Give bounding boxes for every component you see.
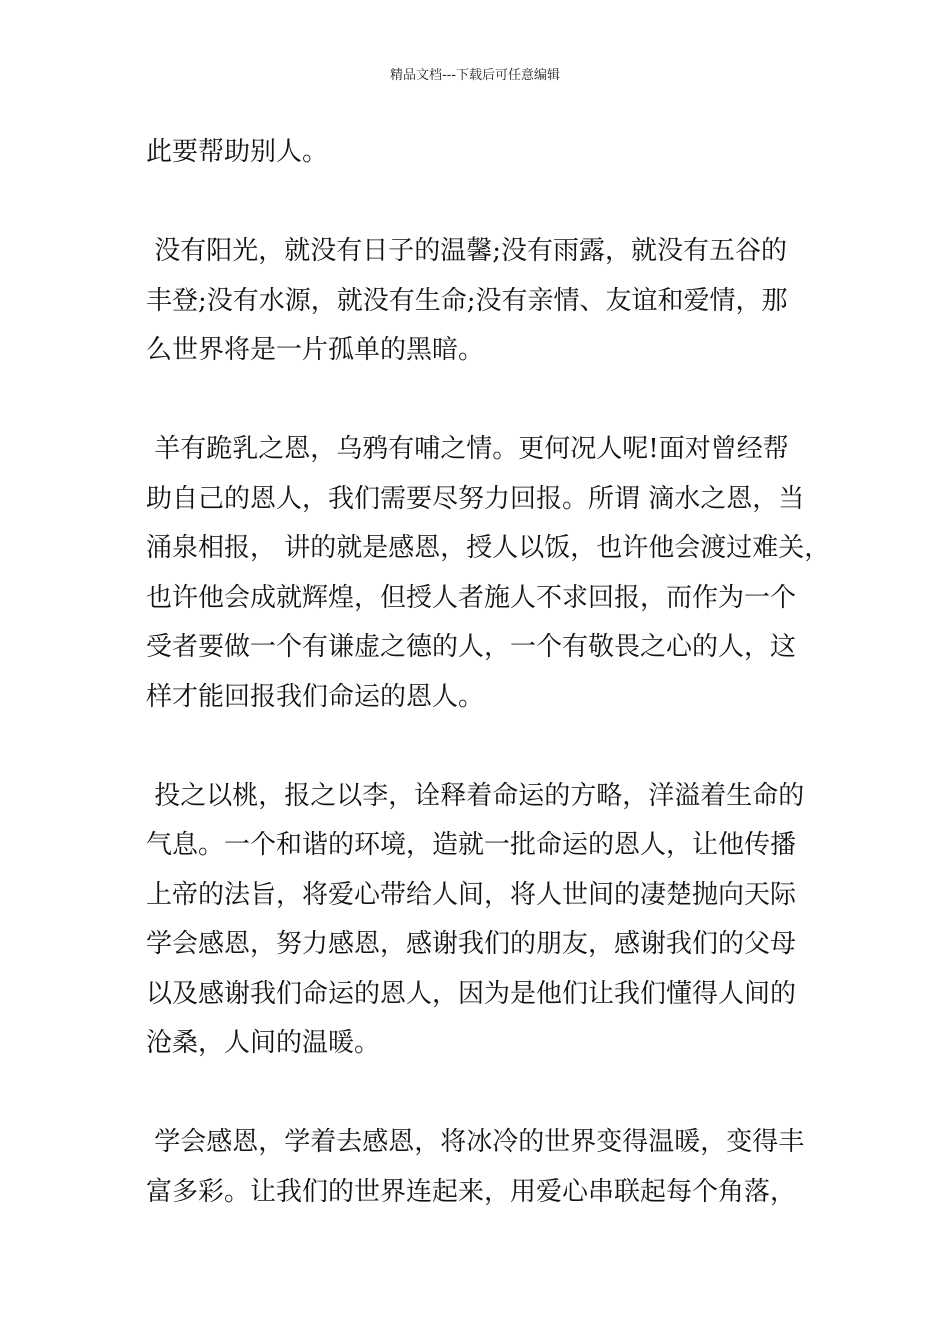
text-line: 气息。一个和谐的环境，造就一批命运的恩人，让他传播	[146, 830, 797, 860]
paragraph	[146, 227, 836, 376]
text-line: 涌泉相报， 讲的就是感恩，授人以饭，也许他会渡过难关，	[146, 533, 831, 563]
paragraph	[146, 772, 836, 1069]
text-line: 么世界将是一片孤单的黑暗。	[146, 335, 485, 365]
text-line: 富多彩。让我们的世界连起来，用爱心串联起每个角落，	[146, 1176, 797, 1207]
text-line: 此要帮助别人。	[146, 137, 329, 167]
text-line: 丰登;没有水源，就没有生命;没有亲情、友谊和爱情，那	[146, 285, 788, 316]
paragraph-gap	[146, 722, 836, 772]
text-line: 上帝的法旨，将爱心带给人间，将人世间的凄楚抛向天际	[146, 879, 797, 910]
paragraph-gap	[146, 376, 836, 426]
paragraph	[146, 1118, 836, 1217]
text-line: 没有阳光，就没有日子的温馨;没有雨露，就没有五谷的	[146, 236, 788, 266]
text-line: 沧桑，人间的温暖。	[146, 1028, 381, 1058]
paragraph	[146, 425, 836, 722]
text-line: 助自己的恩人，我们需要尽努力回报。所谓 滴水之恩，当	[146, 483, 805, 514]
page-header: 精品文档---下载后可任意编辑	[389, 68, 561, 83]
paragraph-gap	[146, 1069, 836, 1119]
text-line: 样才能回报我们命运的恩人。	[146, 681, 485, 712]
text-line: 也许他会成就辉煌，但授人者施人不求回报，而作为一个	[146, 582, 797, 613]
document-body	[146, 128, 836, 1217]
text-line: 学会感恩，努力感恩，感谢我们的朋友，感谢我们的父母	[146, 929, 797, 959]
paragraph	[146, 128, 836, 178]
text-line: 羊有跪乳之恩，乌鸦有哺之情。更何况人呢!面对曾经帮	[146, 434, 789, 464]
text-line: 学会感恩，学着去感恩，将冰冷的世界变得温暖，变得丰	[146, 1127, 805, 1157]
text-line: 以及感谢我们命运的恩人，因为是他们让我们懂得人间的	[146, 978, 797, 1009]
text-line: 投之以桃，报之以李，诠释着命运的方略，洋溢着生命的	[146, 780, 805, 811]
paragraph-gap	[146, 178, 836, 228]
text-line: 受者要做一个有谦虚之德的人，一个有敬畏之心的人，这	[146, 632, 797, 662]
